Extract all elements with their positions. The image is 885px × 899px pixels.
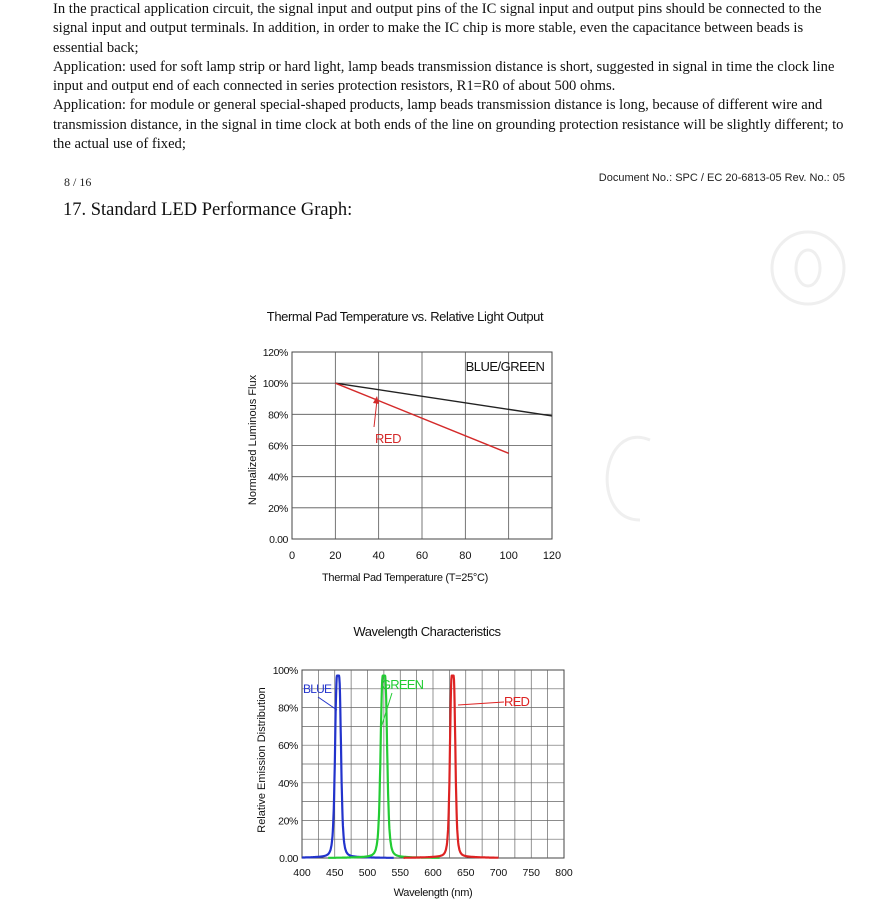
red-pointer-line-2	[458, 702, 504, 705]
wavelength-chart-title: Wavelength Characteristics	[353, 624, 501, 639]
thermal-x-tick-label: 40	[372, 550, 385, 562]
wavelength-x-tick-label: 500	[358, 867, 377, 879]
label-blue: BLUE	[303, 682, 332, 696]
paragraph-2: Application: used for soft lamp strip or hard light, lamp beads transmission distance is short, suggested in signal in time the clock line input and output end of each connected in series protection resistors, R1=R0 of about 500 ohms.	[53, 58, 835, 95]
wavelength-y-axis-label: Relative Emission Distribution	[256, 687, 268, 833]
wavelength-chart	[256, 624, 573, 899]
thermal-x-tick-label: 100	[499, 550, 518, 562]
wavelength-x-tick-label: 650	[456, 867, 475, 879]
wavelength-x-tick-label: 550	[391, 867, 410, 879]
thermal-y-axis-label: Normalized Luminous Flux	[247, 374, 259, 506]
wavelength-x-tick-label: 600	[424, 867, 442, 879]
wavelength-x-tick-label: 450	[325, 867, 344, 879]
thermal-series-line-0	[335, 383, 552, 416]
thermal-x-tick-label: 120	[542, 550, 562, 562]
blue-pointer-line	[318, 697, 337, 710]
thermal-y-tick-label: 60%	[268, 440, 288, 453]
thermal-chart-title: Thermal Pad Temperature vs. Relative Light Output	[266, 309, 544, 324]
thermal-y-tick-label: 120%	[262, 347, 288, 359]
wavelength-y-tick-label: 20%	[278, 815, 298, 828]
thermal-y-tick-label: 20%	[268, 502, 288, 515]
page-number: 8 / 16	[64, 175, 92, 189]
thermal-x-axis-label: Thermal Pad Temperature (T=25°C)	[321, 572, 489, 584]
legend-red: RED	[375, 431, 401, 446]
thermal-x-ticks	[289, 550, 561, 562]
thermal-series	[335, 383, 552, 453]
wavelength-y-tick-label: 0.00	[279, 853, 298, 865]
wavelength-y-tick-label: 100%	[272, 665, 298, 677]
thermal-grid	[292, 352, 552, 539]
red-pointer-line	[374, 400, 377, 427]
wavelength-y-tick-label: 60%	[278, 740, 298, 753]
thermal-chart	[247, 309, 561, 584]
label-red: RED	[504, 694, 530, 709]
thermal-y-tick-label: 40%	[268, 471, 288, 484]
wavelength-x-tick-label: 750	[522, 867, 541, 879]
wavelength-x-ticks	[293, 867, 573, 879]
thermal-y-tick-label: 0.00	[269, 534, 288, 546]
document-number: Document No.: SPC / EC 20-6813-05 Rev. No.: 05	[598, 172, 845, 184]
paragraph-1: In the practical application circuit, the signal input and output pins of the IC signal input and output pins should be connected to the signal input and output terminals. In addition, in order to make the IC chip is more stable, even the capacitance between beads is essential back;	[53, 1, 822, 56]
thermal-x-tick-label: 80	[459, 550, 472, 562]
section-title: 17. Standard LED Performance Graph:	[63, 200, 353, 220]
wavelength-x-tick-label: 400	[293, 867, 311, 879]
wavelength-x-axis-label: Wavelength (nm)	[393, 887, 473, 899]
watermark-logo	[607, 232, 844, 520]
thermal-x-tick-label: 20	[329, 550, 342, 562]
paragraph-3: Application: for module or general special-shaped products, lamp beads transmission distance is long, because of different wire and transmission distance, in the signal in time clock at both ends of the line on grounding protection resistance will be slightly different; to the actual use of fixed;	[53, 97, 844, 153]
wavelength-y-tick-label: 40%	[278, 777, 298, 790]
wavelength-x-tick-label: 800	[555, 867, 573, 879]
wavelength-y-tick-label: 80%	[278, 702, 298, 715]
wavelength-x-tick-label: 700	[489, 867, 508, 879]
wavelength-y-ticks	[273, 665, 299, 865]
thermal-y-ticks	[263, 347, 289, 546]
thermal-x-tick-label: 0	[288, 550, 296, 562]
thermal-y-tick-label: 100%	[262, 378, 288, 391]
thermal-y-tick-label: 80%	[268, 409, 288, 422]
legend-blue-green: BLUE/GREEN	[465, 359, 545, 374]
label-green: GREEN	[381, 677, 424, 692]
thermal-x-tick-label: 60	[415, 550, 429, 562]
